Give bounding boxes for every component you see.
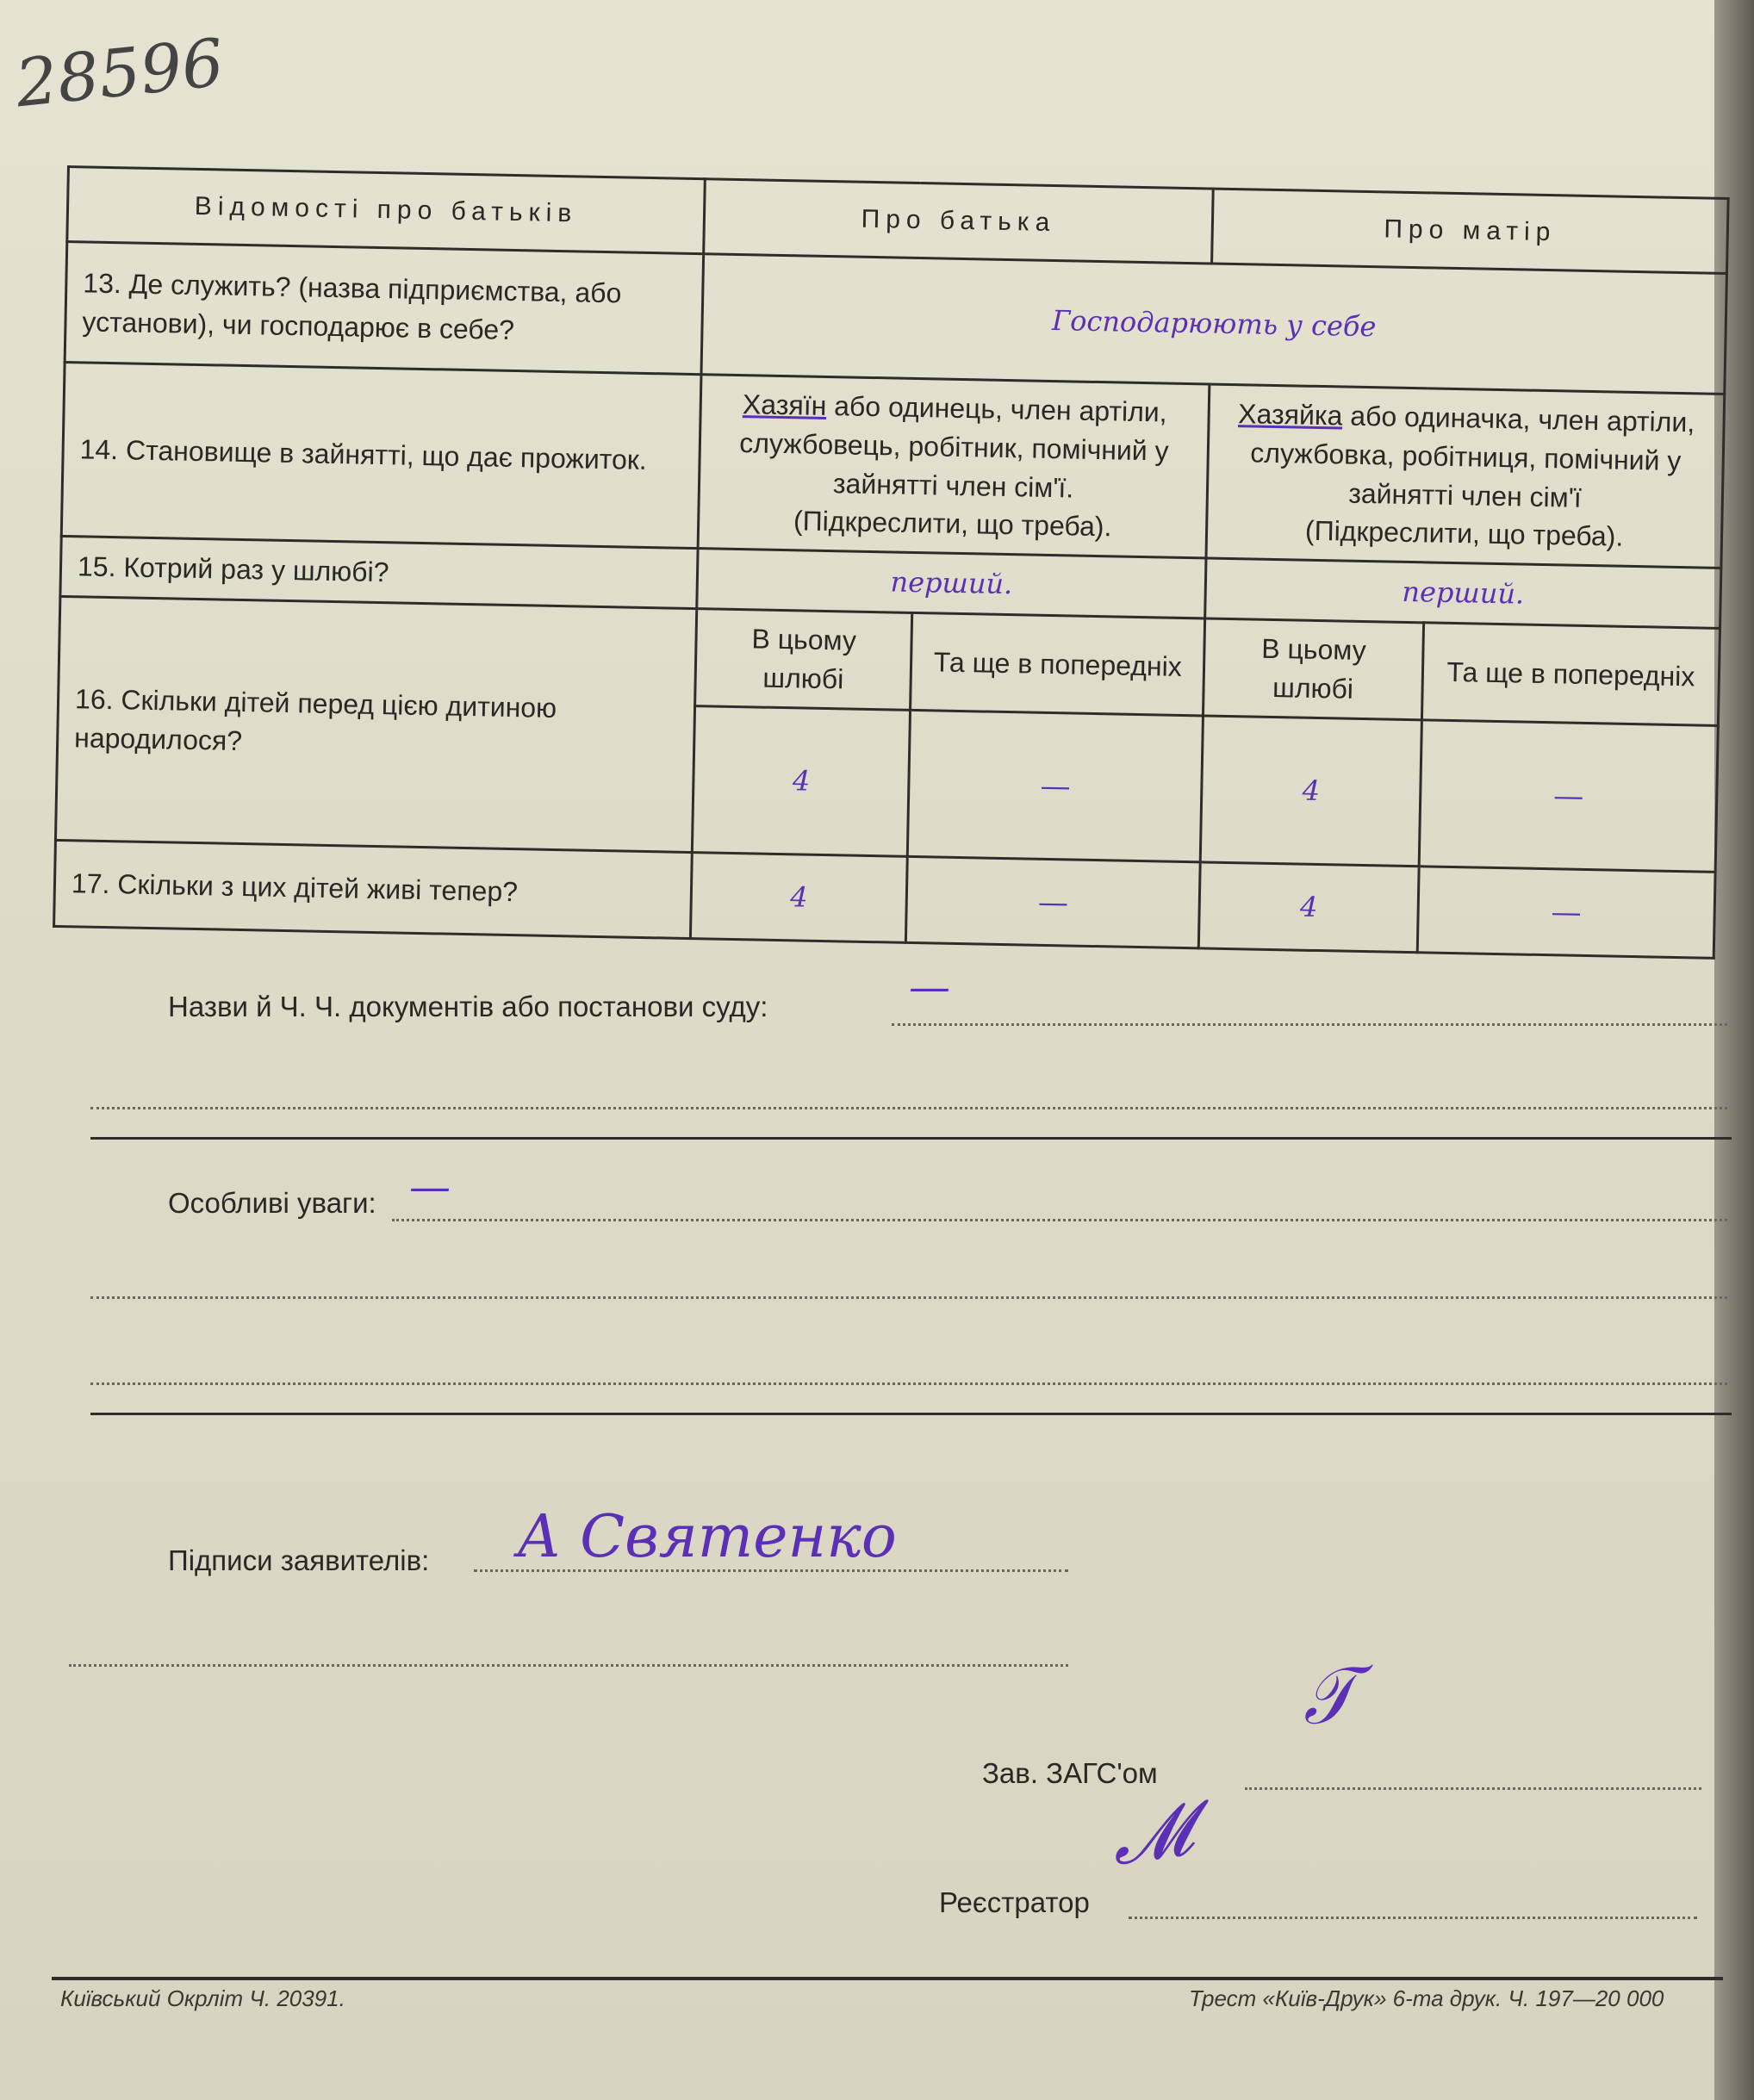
registrar-line [1129,1917,1697,1919]
documents-dotted-line-2 [90,1107,1727,1109]
q15-mother-answer: перший. [1205,558,1721,628]
head-zags-label: Зав. ЗАГС'ом [982,1757,1158,1789]
doc-number: 28596 [12,23,227,122]
footer-left: Київський Окрліт Ч. 20391. [60,1985,345,2011]
q13-answer: Господарюють у себе [701,254,1726,395]
q17-father-prev: — [906,856,1201,948]
q14-mother-selected: Хазяйка [1237,398,1343,432]
notes-dotted-line-2 [90,1296,1727,1299]
registrar-label: Реєстратор [939,1886,1090,1918]
sub-father-prev: Та ще в попередніх [911,613,1205,716]
q14-mother-rest: або одиначка, член артіли, службовка, робітниця, помічний у зайнятті член сім'ї [1250,400,1695,513]
registrar-signature: 𝓜 [1105,1786,1198,1882]
q14-label: 14. Становище в зайнятті, що дає прожиток. [61,362,701,548]
q15-label: 15. Котрий раз у шлюбі? [60,537,698,609]
documents-label: Назви й Ч. Ч. документів або постанови суду: [168,991,768,1022]
head-zags-signature: 𝒯 [1295,1650,1362,1743]
applicants-signature: А Святенко [517,1503,897,1571]
q16-label: 16. Скільки дітей перед цією дитиною народилося? [55,597,696,853]
q14-father-rest: або одинець, член артіли, службовець, робітник, помічний у зайнятті член сім'ї. [738,390,1169,504]
applicants-dotted-line [474,1569,1068,1572]
sub-mother-this: В цьому шлюбі [1204,618,1424,719]
q17-label: 17. Скільки з цих дітей живі тепер? [54,840,693,938]
header-info: Відомості про батьків [67,167,706,254]
footer-rule [52,1977,1723,1980]
documents-value: — [909,963,950,1011]
sub-father-this: В цьому шлюбі [695,609,912,710]
q14-mother-options [1206,384,1725,568]
applicants-label: Підписи заявителів: [168,1544,430,1576]
notes-rule [90,1413,1732,1415]
row-q14 [61,362,1725,568]
notes-value: — [409,1163,451,1211]
q13-label: 13. Де служить? (назва підприємства, або установи), чи господарює в себе? [65,242,704,375]
q14-father-options [698,375,1210,558]
header-father: Про батька [704,179,1214,264]
sub-mother-prev: Та ще в попередніх [1421,623,1720,725]
documents-rule [90,1137,1732,1140]
notes-dotted-line [392,1219,1727,1221]
documents-dotted-line [892,1023,1727,1026]
notes-dotted-line-3 [90,1382,1727,1385]
q14-mother-note: (Підкреслити, що треба). [1304,515,1624,553]
q17-father-this: 4 [690,852,907,942]
q15-father-answer: перший. [697,549,1206,618]
q17-mother-prev: — [1417,867,1715,959]
header-mother: Про матір [1212,189,1728,273]
parents-info-table [53,165,1730,960]
q16-mother-prev: — [1419,720,1718,873]
notes-label: Особливі уваги: [168,1187,376,1219]
q16-father-this: 4 [692,705,911,856]
q17-mother-this: 4 [1198,862,1419,953]
applicants-dotted-line-2 [69,1664,1068,1667]
q16-father-prev: — [908,710,1204,861]
head-zags-line [1245,1787,1701,1790]
q16-mother-this: 4 [1200,716,1421,867]
footer-right: Трест «Київ-Друк» 6-та друк. Ч. 197—20 000 [1189,1985,1664,2011]
q14-father-note: (Підкреслити, що треба). [793,505,1112,543]
q14-father-selected: Хазяїн [742,388,827,421]
